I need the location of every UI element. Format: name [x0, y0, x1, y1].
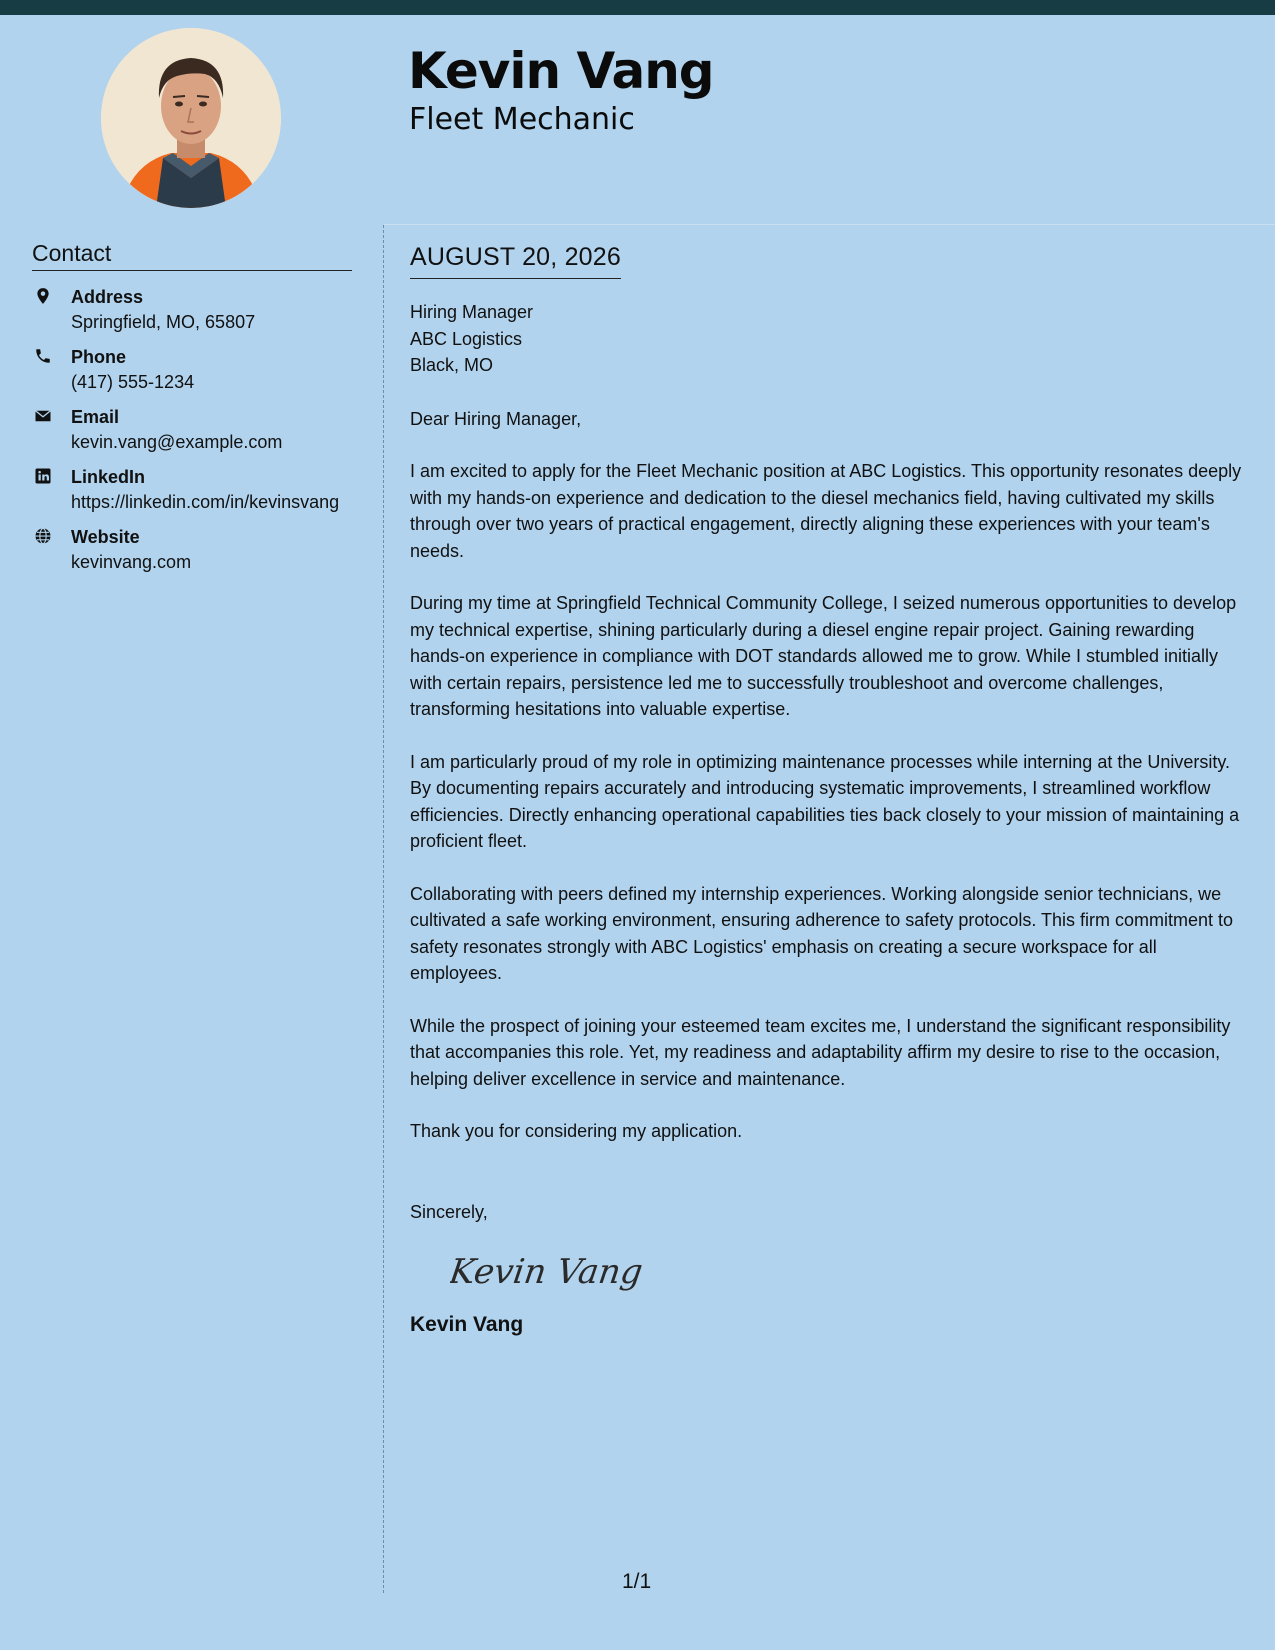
- letter-paragraph: Collaborating with peers defined my internship experiences. Working alongside senior technicians, we cultivated a safe working environment, ensuring adherence to safety protocols. This firm commitment to safety resonates strongly with ABC Logistics' emphasis on creating a secure workspace for all employees.: [410, 883, 1234, 983]
- salutation: Dear Hiring Manager,: [410, 408, 582, 429]
- email-label: Email: [71, 407, 120, 427]
- contact-heading: Contact: [32, 240, 352, 271]
- header-divider: [384, 224, 1275, 225]
- contact-linkedin: [32, 465, 352, 514]
- email-value[interactable]: kevin.vang@example.com: [71, 432, 283, 452]
- envelope-icon: [34, 407, 52, 425]
- contact-phone: [32, 345, 352, 394]
- linkedin-icon: [34, 467, 52, 485]
- linkedin-value[interactable]: https://linkedin.com/in/kevinsvang: [71, 492, 340, 512]
- address-value: Springfield, MO, 65807: [71, 312, 256, 332]
- closing: Sincerely,: [410, 1201, 488, 1222]
- phone-icon: [34, 347, 52, 365]
- contact-address: [32, 285, 352, 334]
- globe-icon: [34, 527, 52, 545]
- recipient-line: ABC Logistics: [410, 328, 523, 349]
- contact-email: [32, 405, 352, 454]
- phone-value: (417) 555-1234: [71, 372, 195, 392]
- svg-text:Kevin Vang: Kevin Vang: [450, 1252, 646, 1292]
- recipient-line: Black, MO: [410, 355, 494, 375]
- website-label: Website: [71, 527, 140, 547]
- website-value[interactable]: kevinvang.com: [71, 552, 192, 572]
- letter-paragraph: I am excited to apply for the Fleet Mechanic position at ABC Logistics. This opportunity resonates deeply with my hands-on experience and dedication to the diesel mechanics field, having cultivated my skills through over two years of practical engagement, directly aligning these experiences with your team's needs.: [410, 461, 1242, 561]
- candidate-name: Kevin Vang: [408, 42, 714, 100]
- signed-name: Kevin Vang: [410, 1313, 524, 1336]
- recipient-block: [410, 299, 1250, 379]
- address-label: Address: [71, 287, 144, 307]
- location-pin-icon: [34, 287, 52, 305]
- phone-label: Phone: [71, 347, 127, 367]
- letter-body: [410, 243, 1250, 1337]
- letter-date: AUGUST 20, 2026: [410, 243, 621, 279]
- job-title: Fleet Mechanic: [409, 102, 635, 137]
- profile-photo: [101, 28, 281, 208]
- letter-paragraph: While the prospect of joining your esteemed team excites me, I understand the significant responsibility that accompanies this role. Yet, my readiness and adaptability affirm my desire to rise to the occasion, helping deliver excellence in service and maintenance.: [410, 1015, 1231, 1089]
- column-divider: [383, 225, 384, 1593]
- letter-paragraph: Thank you for considering my application.: [410, 1121, 743, 1141]
- page-number: 1/1: [622, 1570, 652, 1593]
- letter-paragraph: During my time at Springfield Technical Community College, I seized numerous opportunities to develop my technical expertise, shining particularly during a diesel engine repair project. Gaining rewarding hands-on experience in compliance with DOT standards allowed me to grow. While I stumbled initially with certain repairs, persistence led me to successfully troubleshoot and overcome challenges, transforming hesitations into valuable expertise.: [410, 593, 1237, 719]
- letter-paragraph: I am particularly proud of my role in optimizing maintenance processes while interning at the University. By documenting repairs accurately and introducing systematic improvements, I streamlined workflow efficiencies. Directly enhancing operational capabilities ties back closely to your mission of maintaining a proficient fleet.: [410, 751, 1240, 851]
- linkedin-label: LinkedIn: [71, 467, 146, 487]
- top-bar: [0, 0, 1275, 15]
- handwritten-signature: [450, 1241, 670, 1301]
- contact-sidebar: [32, 240, 352, 574]
- contact-website: [32, 525, 352, 574]
- recipient-line: Hiring Manager: [410, 302, 534, 322]
